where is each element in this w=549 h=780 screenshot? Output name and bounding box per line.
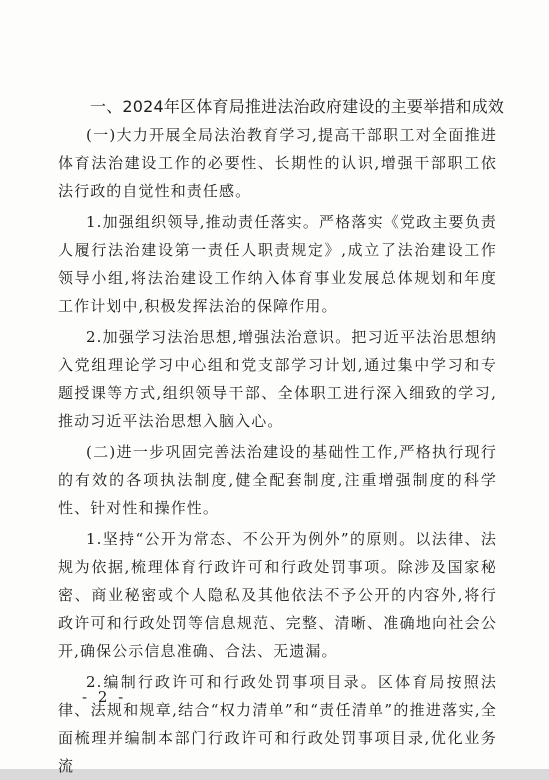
page-number: - 2 - — [82, 688, 127, 706]
paragraph: 1.加强组织领导,推动责任落实。严格落实《党政主要负责人履行法治建设第一责任人职责规定》,成立了法治建设工作领导小组,将法治建设工作纳入体育事业发展总体规划和年度工作计划中,积极发挥法治的保障作用。 — [58, 213, 497, 315]
paragraph: 2.加强学习法治思想,增强法治意识。把习近平法治思想纳入党组理论学习中心组和党支部学习计划,通过集中学习和专题授课等方式,组织领导干部、全体职工进行深入细致的学习,推动习近平法治思想入脑入心。 — [58, 328, 497, 430]
paragraph: 2.编制行政许可和行政处罚事项目录。区体育局按照法律、法规和规章,结合“权力清单”和“责任清单”的推进落实,全面梳理并编制本部门行政许可和行政处罚事项目录,优化业务流 — [58, 673, 497, 775]
section-heading: 一、2024年区体育局推进法治政府建设的主要举措和成效 — [90, 97, 505, 116]
paragraph: (二)进一步巩固完善法治建设的基础性工作,严格执行现行的有效的各项执法制度,健全配套制度,注重增强制度的科学性、针对性和操作性。 — [58, 443, 497, 517]
paragraph: (一)大力开展全局法治教育学习,提高干部职工对全面推进体育法治建设工作的必要性、长期性的认识,增强干部职工依法行政的自觉性和责任感。 — [58, 126, 497, 200]
paragraph: 1.坚持“公开为常态、不公开为例外”的原则。以法律、法规为依据,梳理体育行政许可和行政处罚事项。除涉及国家秘密、商业秘密或个人隐私及其他依法不予公开的内容外,将行政许可和行政处罚等信息规范、完整、清晰、准确地向社会公开,确保公示信息准确、合法、无遗漏。 — [58, 530, 497, 660]
